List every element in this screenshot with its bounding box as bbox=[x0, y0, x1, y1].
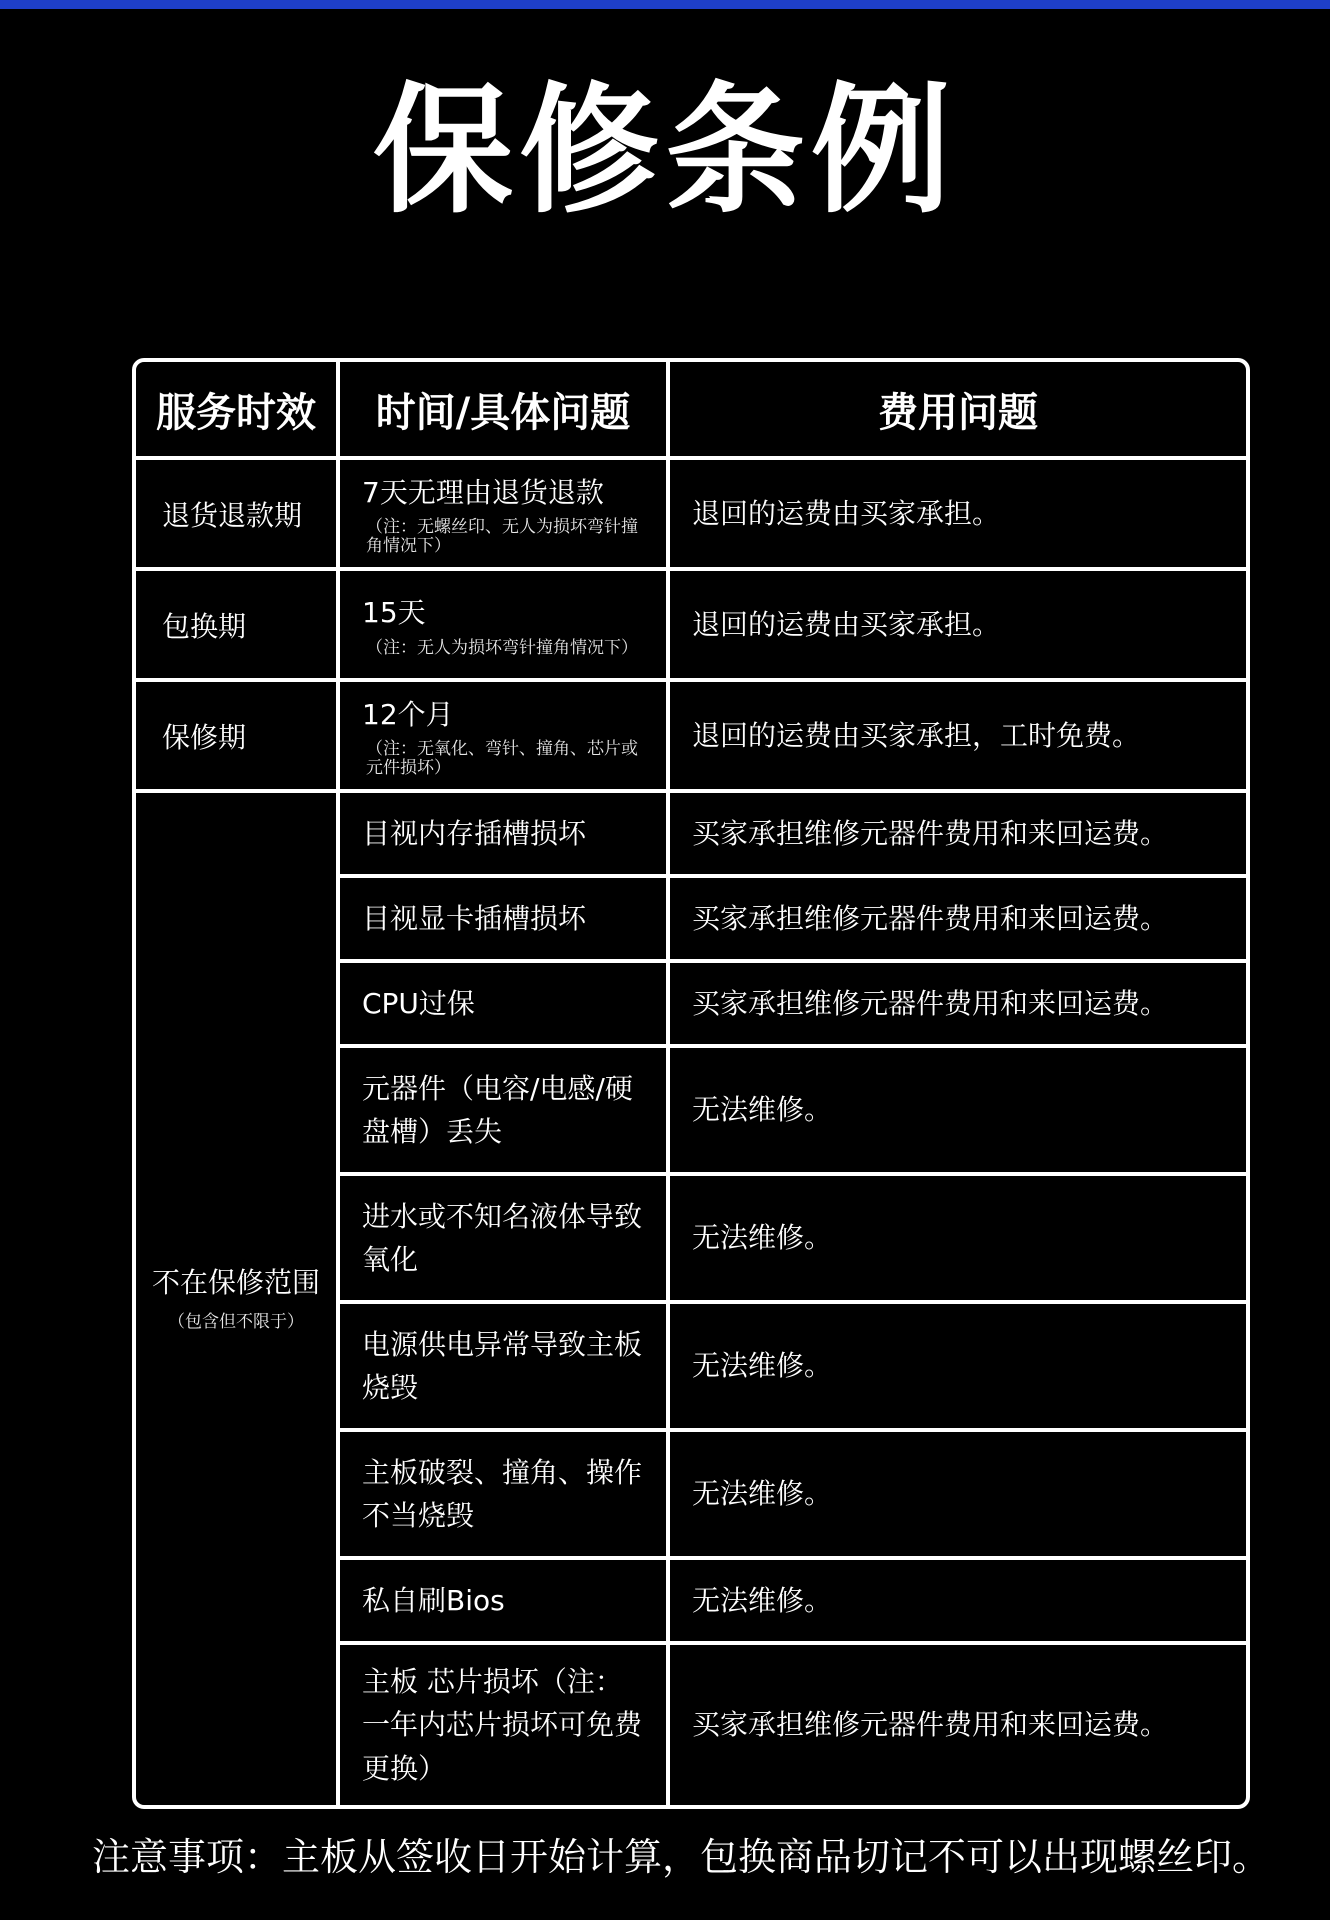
table-row bbox=[136, 680, 1246, 791]
exclusion-scope-cell bbox=[136, 791, 338, 1805]
warranty-table bbox=[132, 358, 1250, 1809]
detail-cell bbox=[338, 569, 668, 680]
issue-cell: 主板破裂、撞角、操作不当烧毁 bbox=[338, 1430, 668, 1558]
top-accent-bar bbox=[0, 0, 1330, 9]
issue-cell: 主板 芯片损坏（注：一年内芯片损坏可免费更换） bbox=[338, 1643, 668, 1805]
fee-cell: 无法维修。 bbox=[668, 1430, 1246, 1558]
issue-cell: 私自刷Bios bbox=[338, 1558, 668, 1643]
issue-cell: 目视内存插槽损坏 bbox=[338, 791, 668, 876]
header-service-period: 服务时效 bbox=[136, 362, 338, 458]
fee-cell: 无法维修。 bbox=[668, 1046, 1246, 1174]
header-cost: 费用问题 bbox=[668, 362, 1246, 458]
issue-cell: 进水或不知名液体导致氧化 bbox=[338, 1174, 668, 1302]
service-period-cell: 退货退款期 bbox=[136, 458, 338, 569]
detail-note: （注：无螺丝印、无人为损坏弯针撞角情况下） bbox=[366, 517, 638, 557]
exclusion-sublabel: （包含但不限于） bbox=[168, 1312, 304, 1333]
detail-text: 7天无理由退货退款 bbox=[362, 475, 604, 509]
detail-note: （注：无氧化、弯针、撞角、芯片或元件损坏） bbox=[366, 739, 638, 779]
table-row bbox=[136, 458, 1246, 569]
detail-text: 12个月 bbox=[362, 697, 454, 731]
service-period-cell: 保修期 bbox=[136, 680, 338, 791]
issue-cell: 目视显卡插槽损坏 bbox=[338, 876, 668, 961]
header-time-issue: 时间/具体问题 bbox=[338, 362, 668, 458]
issue-cell: 电源供电异常导致主板烧毁 bbox=[338, 1302, 668, 1430]
service-period-cell: 包换期 bbox=[136, 569, 338, 680]
fee-cell: 买家承担维修元器件费用和来回运费。 bbox=[668, 791, 1246, 876]
fee-cell: 退回的运费由买家承担。 bbox=[668, 458, 1246, 569]
detail-cell bbox=[338, 458, 668, 569]
issue-cell: 元器件（电容/电感/硬盘槽）丢失 bbox=[338, 1046, 668, 1174]
fee-cell: 买家承担维修元器件费用和来回运费。 bbox=[668, 1643, 1246, 1805]
issue-cell: CPU过保 bbox=[338, 961, 668, 1046]
detail-note: （注：无人为损坏弯针撞角情况下） bbox=[366, 637, 638, 658]
exclusion-label: 不在保修范围 bbox=[151, 1266, 320, 1300]
fee-cell: 买家承担维修元器件费用和来回运费。 bbox=[668, 961, 1246, 1046]
table-row bbox=[136, 569, 1246, 680]
table-row bbox=[136, 791, 1246, 876]
detail-cell bbox=[338, 680, 668, 791]
page-title: 保修条例 bbox=[372, 70, 957, 233]
detail-text: 15天 bbox=[362, 596, 426, 630]
fee-cell: 退回的运费由买家承担。 bbox=[668, 569, 1246, 680]
footer-note: 注意事项：主板从签收日开始计算，包换商品切记不可以出现螺丝印。 bbox=[92, 1835, 1271, 1879]
fee-cell: 无法维修。 bbox=[668, 1558, 1246, 1643]
fee-cell: 退回的运费由买家承担，工时免费。 bbox=[668, 680, 1246, 791]
fee-cell: 无法维修。 bbox=[668, 1302, 1246, 1430]
fee-cell: 无法维修。 bbox=[668, 1174, 1246, 1302]
fee-cell: 买家承担维修元器件费用和来回运费。 bbox=[668, 876, 1246, 961]
table-header-row bbox=[136, 362, 1246, 458]
